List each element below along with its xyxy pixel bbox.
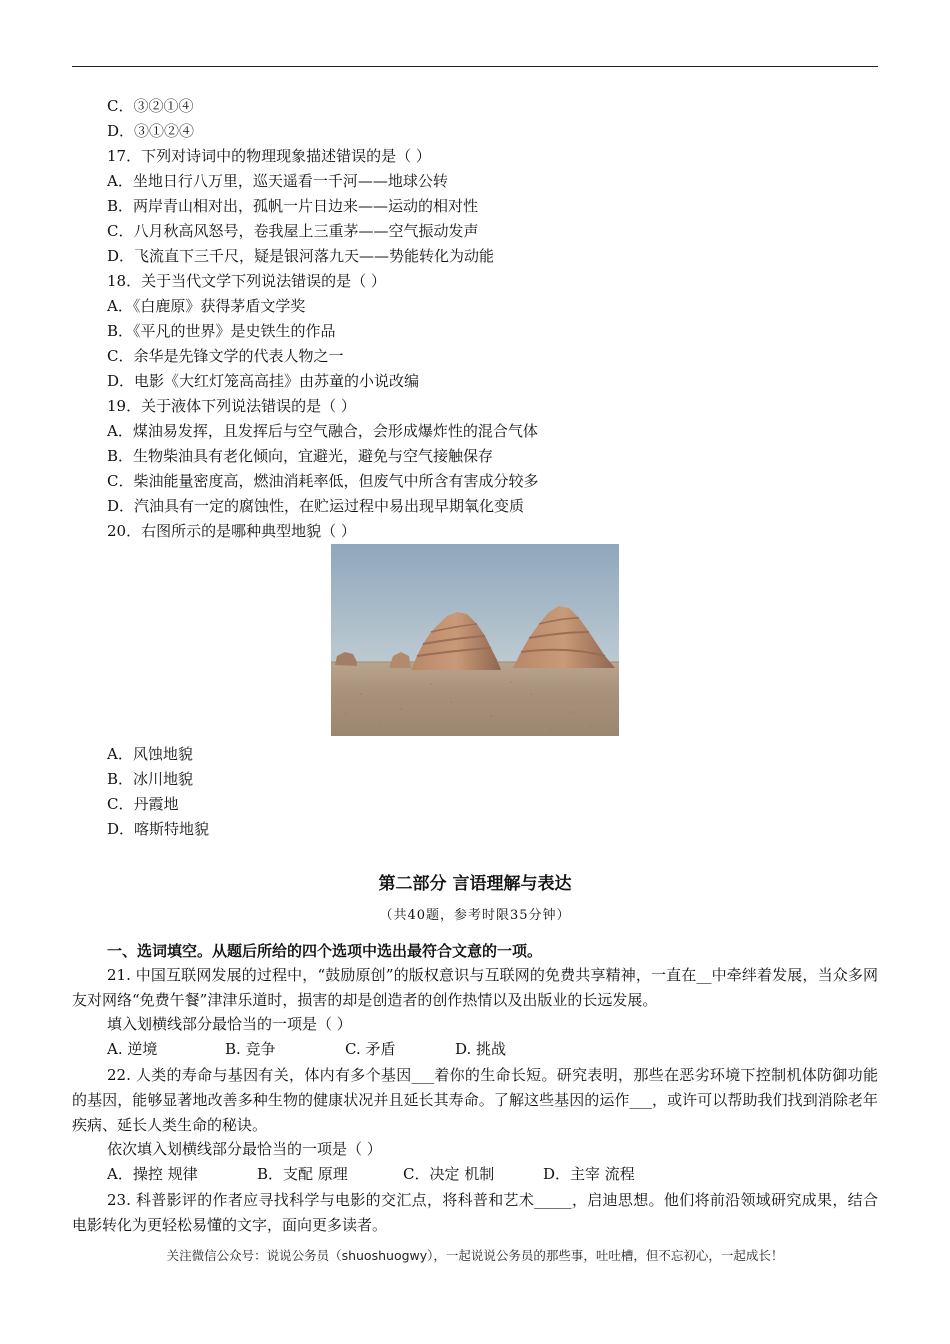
q19-stem: 19．关于液体下列说法错误的是（ ） — [107, 397, 356, 415]
q20-option-c: C．丹霞地 — [107, 795, 179, 813]
page-footer: 关注微信公众号：说说公务员（shuoshuogwy），一起说说公务员的那些事，吐吐槽，但不忘初心，一起成长！ — [166, 1248, 784, 1263]
q21-text: 21. 中国互联网发展的过程中，“鼓励原创”的版权意识与互联网的免费共享精神，一直在__中牵绊着发展，当众多网友对网络“免费午餐”津津乐道时，损害的却是创造者的创作热情以及出版业的长远发展。 — [72, 966, 878, 1009]
q16-option-d: D．③①②④ — [107, 122, 195, 140]
q17-stem: 17．下列对诗词中的物理现象描述错误的是（ ） — [107, 147, 431, 165]
q21-option-d: D. 挑战 — [455, 1040, 507, 1058]
q17-option-b: B．两岸青山相对出，孤帆一片日边来——运动的相对性 — [107, 197, 479, 215]
q18-option-c: C．余华是先锋文学的代表人物之一 — [107, 347, 344, 365]
q17-option-a: A．坐地日行八万里，巡天遥看一千河——地球公转 — [107, 172, 448, 190]
q22-text: 22. 人类的寿命与基因有关，体内有多个基因___着你的生命长短。研究表明，那些在恶劣环境下控制机体防御功能的基因，能够显著地改善多种生物的健康状况并且延长其寿命。了解这些基因的运作___，或许可以帮助我们找到消除老年疾病、延长人类生命的秘诀。 — [72, 1066, 878, 1134]
q19-option-c: C．柴油能量密度高，燃油消耗率低，但废气中所含有害成分较多 — [107, 472, 539, 490]
q20-option-d: D．喀斯特地貌 — [107, 820, 210, 838]
section-heading: 一、选词填空。从题后所给的四个选项中选出最符合文意的一项。 — [107, 942, 543, 960]
q20-option-a: A．风蚀地貌 — [107, 745, 193, 763]
q22-prompt: 依次填入划横线部分最恰当的一项是（ ） — [107, 1140, 382, 1158]
q21-option-a: A. 逆境 — [107, 1040, 158, 1058]
q22-option-c: C．决定 机制 — [403, 1165, 495, 1183]
q16-option-c: C．③②①④ — [107, 97, 194, 115]
q22-option-d: D．主宰 流程 — [543, 1165, 635, 1183]
q19-option-a: A．煤油易发挥，且发挥后与空气融合，会形成爆炸性的混合气体 — [107, 422, 538, 440]
q20-stem: 20．右图所示的是哪种典型地貌（ ） — [107, 522, 356, 540]
q18-option-d: D．电影《大红灯笼高高挂》由苏童的小说改编 — [107, 372, 420, 390]
q18-option-a: A．《白鹿原》获得茅盾文学奖 — [107, 297, 306, 315]
q22-option-b: B．支配 原理 — [257, 1165, 348, 1183]
q19-option-b: B．生物柴油具有老化倾向，宜避光，避免与空气接触保存 — [107, 447, 494, 465]
q18-option-b: B．《平凡的世界》是史铁生的作品 — [107, 322, 336, 340]
q20-option-b: B．冰川地貌 — [107, 770, 194, 788]
q19-option-d: D．汽油具有一定的腐蚀性，在贮运过程中易出现早期氧化变质 — [107, 497, 525, 515]
q22-options — [107, 1164, 635, 1184]
q17-option-d: D．飞流直下三千尺，疑是银河落九天——势能转化为动能 — [107, 247, 495, 265]
yardang-landform-photo — [331, 544, 619, 736]
q17-option-c: C．八月秋高风怒号，卷我屋上三重茅——空气振动发声 — [107, 222, 479, 240]
q21-option-c: C. 矛盾 — [345, 1040, 396, 1058]
q18-stem: 18．关于当代文学下列说法错误的是（ ） — [107, 272, 386, 290]
q23-text: 23. 科普影评的作者应寻找科学与电影的交汇点，将科普和艺术_____，启迪思想。他们将前沿领域研究成果，结合电影转化为更轻松易懂的文字，面向更多读者。 — [72, 1191, 878, 1234]
q22-option-a: A．操控 规律 — [107, 1165, 198, 1183]
part2-note: （共40题，参考时限35分钟） — [379, 908, 571, 923]
part2-title: 第二部分 言语理解与表达 — [378, 874, 572, 894]
q21-prompt: 填入划横线部分最恰当的一项是（ ） — [107, 1015, 352, 1033]
q21-option-b: B. 竞争 — [225, 1040, 276, 1058]
q21-options — [107, 1039, 506, 1059]
header-rule — [72, 66, 878, 67]
